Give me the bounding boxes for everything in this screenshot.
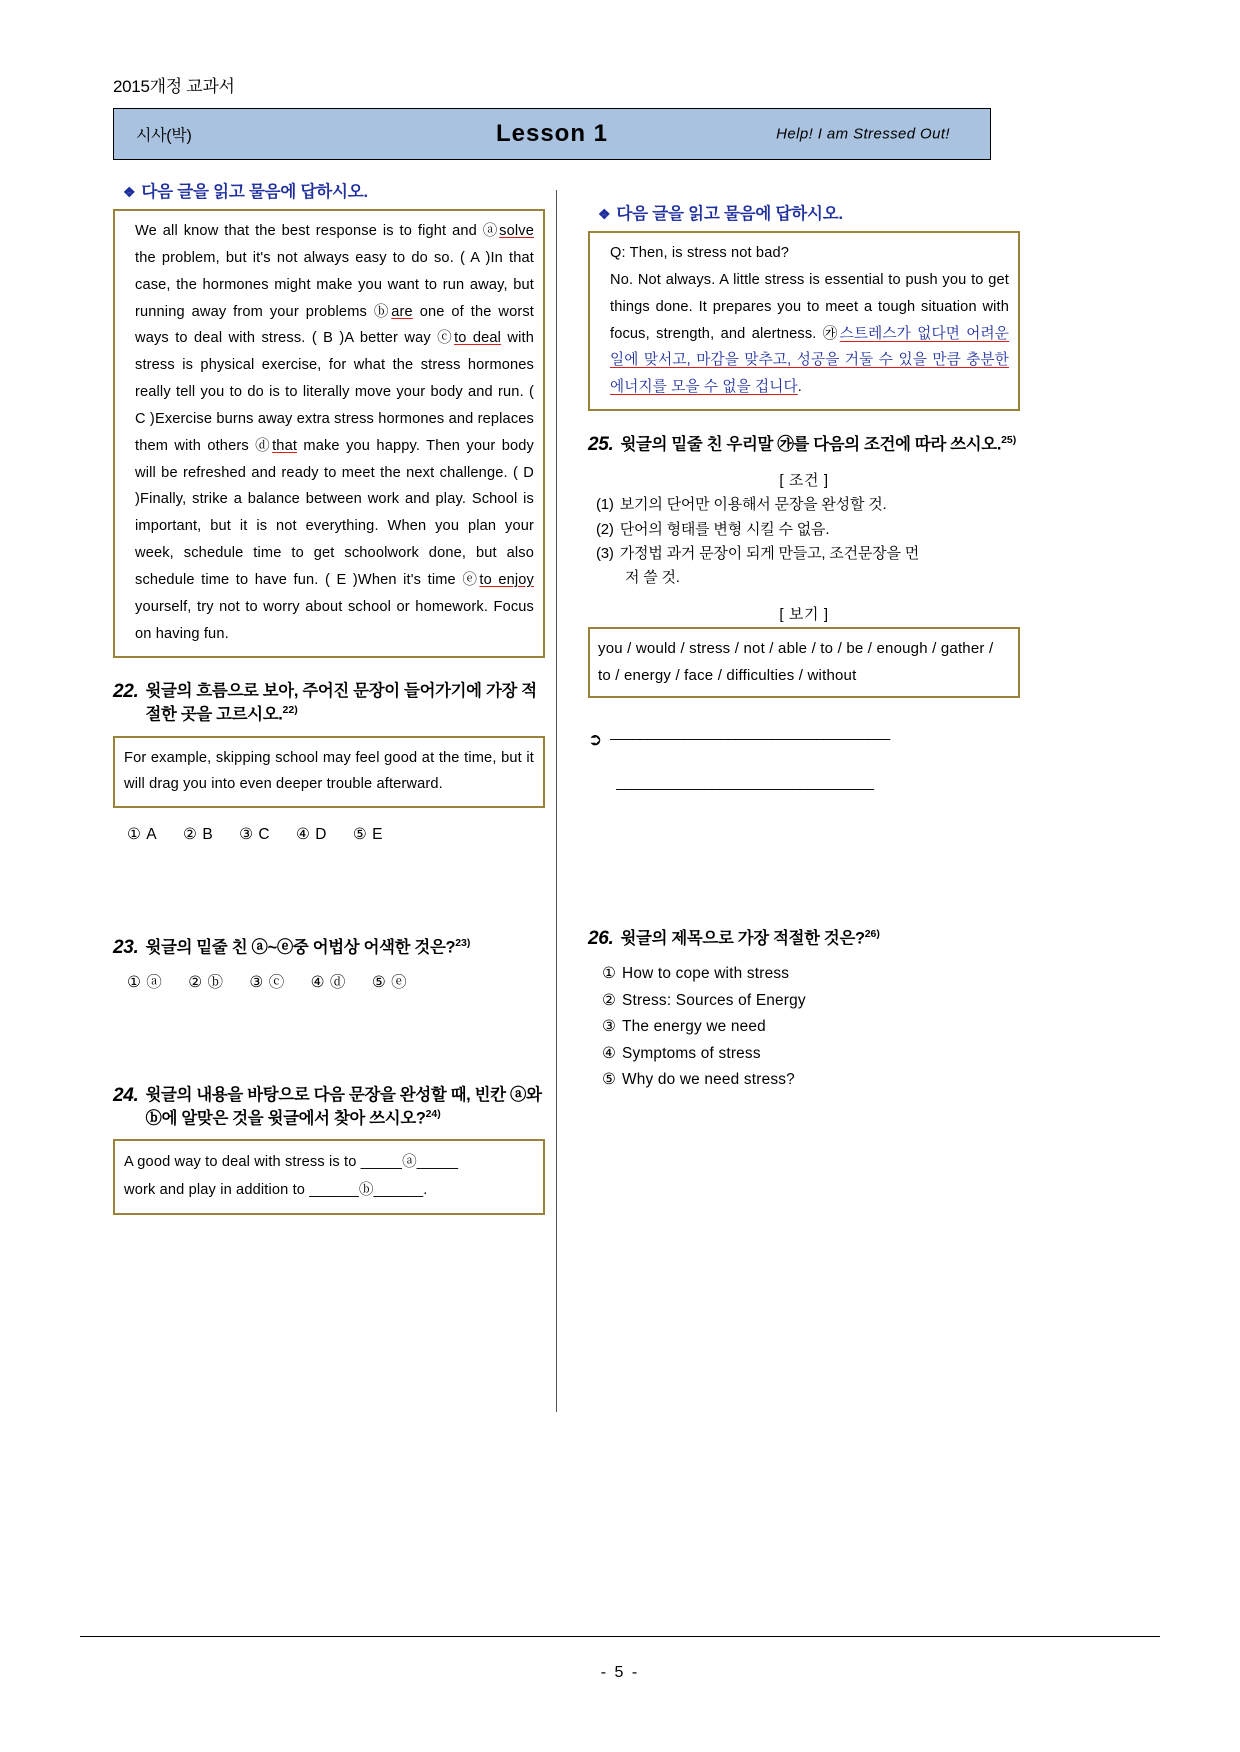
answer-row-1 bbox=[588, 724, 1020, 748]
question-22-prompt: 윗글의 흐름으로 보아, 주어진 문장이 들어가기에 가장 적절한 곳을 고르시오. bbox=[145, 681, 537, 724]
q24-blank-a: _____ⓐ_____ bbox=[360, 1153, 459, 1170]
question-24-text-wrap bbox=[146, 1084, 545, 1131]
marker-d: ⓓ bbox=[255, 437, 273, 454]
underline-a: solve bbox=[499, 223, 534, 239]
condition-number: (1) bbox=[596, 496, 614, 514]
choice-label: ⓑ bbox=[207, 973, 224, 991]
question-25-title bbox=[588, 433, 1020, 457]
marker-e: ⓔ bbox=[462, 571, 480, 588]
textbook-label: 2015개정 교과서 bbox=[113, 77, 235, 96]
wordbank-box bbox=[588, 627, 1020, 699]
choice-mark: ③ bbox=[602, 1018, 616, 1036]
right-column bbox=[588, 200, 1020, 1094]
choice-label: ⓐ bbox=[146, 973, 163, 991]
underline-e: to enjoy bbox=[479, 571, 534, 588]
underline-b: are bbox=[391, 303, 413, 320]
condition-item-1 bbox=[596, 493, 1020, 517]
choice-mark: ④ bbox=[295, 826, 311, 844]
condition-text: 보기의 단어만 이용해서 문장을 완성할 것. bbox=[619, 496, 887, 514]
answer-blank-line-2[interactable]: ___________________________________ bbox=[616, 774, 873, 792]
q24-line1-pre: A good way to deal with stress is to bbox=[124, 1153, 361, 1170]
reading-passage-box bbox=[113, 209, 545, 658]
question-24-title bbox=[113, 1084, 545, 1131]
question-25 bbox=[588, 433, 1020, 791]
choice-label: ⓓ bbox=[329, 973, 346, 991]
q24-blank-b: ______ⓑ______ bbox=[309, 1182, 424, 1199]
qa-seg-1: No. Not always. A little stress is essential to push you to get things done. It prepares you to meet a tough situation with focus, strength, and alertness. bbox=[610, 271, 1009, 342]
question-25-answer-area[interactable] bbox=[588, 724, 1020, 791]
right-section-heading bbox=[598, 200, 1020, 224]
question-24 bbox=[113, 1084, 545, 1215]
publisher-label: 시사(박) bbox=[136, 127, 192, 145]
passage-seg-2: the problem, but it's not always easy to do so. ( A )In that case, the hormones might make you want to run away, but running away from your problems bbox=[135, 249, 534, 320]
choice-label: Stress: Sources of Energy bbox=[622, 991, 806, 1009]
qa-seg-end: . bbox=[797, 379, 803, 396]
question-26-title bbox=[588, 927, 1020, 951]
question-25-ref: 25) bbox=[1001, 434, 1017, 447]
choice-label: ⓒ bbox=[268, 973, 285, 991]
choice-label: D bbox=[315, 826, 327, 844]
choice-mark: ③ bbox=[249, 973, 264, 991]
choice-mark: ⑤ bbox=[371, 973, 387, 991]
underline-c: to deal bbox=[454, 330, 502, 347]
question-23-prompt: 윗글의 밑줄 친 ⓐ~ⓔ중 어법상 어색한 것은? bbox=[145, 938, 456, 957]
question-26-choice-3[interactable] bbox=[602, 1014, 1020, 1040]
left-column bbox=[113, 178, 545, 1215]
choice-mark: ① bbox=[602, 965, 616, 983]
question-26-choices bbox=[602, 961, 1020, 1093]
lesson-subtitle: Help! I am Stressed Out! bbox=[776, 125, 950, 143]
question-22 bbox=[113, 680, 545, 845]
choice-label: The energy we need bbox=[622, 1018, 766, 1036]
question-25-prompt: 윗글의 밑줄 친 우리말 ㉮를 다음의 조건에 따라 쓰시오. bbox=[620, 435, 1002, 454]
wordbank-tag: [ 보기 ] bbox=[779, 605, 829, 623]
question-23-choice-3[interactable] bbox=[249, 970, 284, 992]
page-number: - 5 - bbox=[600, 1664, 640, 1681]
choice-mark: ② bbox=[188, 973, 203, 991]
choice-mark: ① bbox=[127, 973, 142, 991]
question-22-ref: 22) bbox=[282, 703, 298, 716]
condition-number: (3) bbox=[596, 544, 614, 562]
condition-list bbox=[596, 493, 1020, 590]
condition-text: 단어의 형태를 변형 시킬 수 없음. bbox=[619, 520, 830, 538]
question-26 bbox=[588, 927, 1020, 1094]
passage-seg-3: one of the worst ways to deal with stress. ( B )A better way bbox=[135, 303, 534, 347]
wordbank-words: you / would / stress / not / able / to / be / enough / gather / to / energy / face / difficulties / without bbox=[598, 639, 994, 684]
choice-mark: ② bbox=[602, 991, 616, 1009]
question-23-choices bbox=[127, 970, 545, 992]
answer-arrow-icon: ➲ bbox=[588, 730, 603, 750]
question-22-choice-2[interactable] bbox=[183, 825, 213, 844]
choice-label: C bbox=[258, 826, 270, 844]
question-26-prompt: 윗글의 제목으로 가장 적절한 것은? bbox=[620, 929, 865, 948]
question-22-text-wrap bbox=[146, 680, 545, 727]
left-section-heading bbox=[123, 178, 545, 202]
choice-label: B bbox=[202, 826, 214, 844]
condition-number: (2) bbox=[596, 520, 614, 538]
question-24-answer-line-2 bbox=[124, 1176, 534, 1204]
condition-item-2 bbox=[596, 518, 1020, 542]
question-26-choice-4[interactable] bbox=[602, 1041, 1020, 1067]
passage-seg-4: with stress is physical exercise, for what the stress hormones really tell you to do is to literally move your body and run. ( C )Exercise burns away extra stress hormones and replaces them with others bbox=[135, 330, 534, 454]
passage-seg-6: yourself, try not to worry about school or homework. Focus on having fun. bbox=[135, 598, 534, 642]
choice-mark: ④ bbox=[310, 973, 325, 991]
condition-text: 가정법 과거 문장이 되게 만들고, 조건문장을 먼 bbox=[619, 544, 920, 562]
choice-label: A bbox=[146, 826, 158, 844]
right-section-heading-text: 다음 글을 읽고 물음에 답하시오. bbox=[616, 205, 843, 223]
choice-mark: ② bbox=[183, 826, 198, 844]
korean-underlined-text: 스트레스가 없다면 어려운 일에 맞서고, 마감을 맞추고, 성공을 거둘 수 있을 만큼 충분한 에너지를 모을 수 없을 겁니다 bbox=[610, 325, 1010, 396]
choice-label: E bbox=[372, 826, 383, 844]
diamond-bullet-icon: ❖ bbox=[598, 206, 611, 222]
question-26-ref: 26) bbox=[864, 928, 880, 941]
question-26-choice-2[interactable] bbox=[602, 988, 1020, 1014]
question-24-prompt: 윗글의 내용을 바탕으로 다음 문장을 완성할 때, 빈칸 ⓐ와ⓑ에 알맞은 것을 윗글에서 찾아 쓰시오? bbox=[145, 1085, 542, 1128]
question-22-given-sentence-box bbox=[113, 736, 545, 809]
question-22-given-sentence: For example, skipping school may feel good at the time, but it will drag you into even deeper trouble afterward. bbox=[124, 749, 534, 793]
underline-d: that bbox=[272, 437, 298, 454]
qa-passage-box bbox=[588, 231, 1020, 411]
question-23-text-wrap bbox=[146, 936, 545, 960]
choice-label: Why do we need stress? bbox=[622, 1071, 795, 1089]
left-section-heading-text: 다음 글을 읽고 물음에 답하시오. bbox=[141, 183, 368, 201]
qa-question-line: Q: Then, is stress not bad? bbox=[610, 245, 789, 261]
question-23-choice-1[interactable] bbox=[127, 970, 162, 992]
question-26-text-wrap bbox=[621, 927, 1020, 951]
question-22-choices bbox=[127, 825, 545, 844]
question-23-choice-4[interactable] bbox=[311, 970, 346, 992]
question-23-title bbox=[113, 936, 545, 960]
condition-tag: [ 조건 ] bbox=[779, 472, 829, 490]
question-26-choice-1[interactable] bbox=[602, 961, 1020, 987]
marker-c: ⓒ bbox=[437, 330, 455, 347]
question-22-title bbox=[113, 680, 545, 727]
choice-mark: ④ bbox=[602, 1044, 616, 1062]
passage-seg-5: make you happy. Then your body will be refreshed and ready to meet the next challenge. ( D )Finally, strike a balance between work and play. School is important, but it is not everything. When you plan your week, schedule time to get schoolwork done, but also schedule time to have fun. ( E )When it's time bbox=[135, 437, 535, 588]
choice-label: How to cope with stress bbox=[622, 965, 790, 983]
column-divider bbox=[556, 190, 557, 1412]
question-23-number: 23. bbox=[113, 937, 139, 959]
question-26-number: 26. bbox=[588, 928, 614, 950]
question-24-answer-line-1 bbox=[124, 1148, 534, 1176]
question-22-choice-3[interactable] bbox=[239, 825, 270, 844]
marker-b: ⓑ bbox=[373, 303, 392, 320]
answer-blank-line-1[interactable]: ______________________________________ bbox=[610, 724, 890, 742]
condition-item-3 bbox=[596, 542, 1020, 566]
question-25-text-wrap bbox=[621, 433, 1020, 457]
choice-label: Symptoms of stress bbox=[622, 1044, 761, 1062]
marker-a: ⓐ bbox=[482, 223, 500, 239]
lesson-header-banner bbox=[113, 108, 991, 160]
choice-mark: ⑤ bbox=[352, 826, 368, 844]
question-25-number: 25. bbox=[588, 434, 614, 456]
choice-label: ⓔ bbox=[391, 973, 408, 991]
choice-mark: ⑤ bbox=[602, 1071, 616, 1089]
lesson-title: Lesson 1 bbox=[495, 120, 609, 147]
question-23-choice-2[interactable] bbox=[188, 970, 223, 992]
marker-ga: ㉮ bbox=[822, 325, 840, 342]
question-22-choice-5[interactable] bbox=[353, 825, 383, 844]
question-23-ref: 23) bbox=[455, 937, 471, 950]
diamond-bullet-icon: ❖ bbox=[123, 184, 136, 200]
choice-mark: ① bbox=[127, 826, 142, 844]
question-22-number: 22. bbox=[113, 680, 139, 702]
condition-item-3-continued: 저 쓸 것. bbox=[625, 569, 680, 587]
q24-line2-pre: work and play in addition to bbox=[124, 1182, 310, 1199]
question-23-choice-5[interactable] bbox=[372, 970, 407, 992]
question-22-choice-4[interactable] bbox=[296, 825, 327, 844]
q24-line2-post: . bbox=[423, 1182, 428, 1199]
reading-passage-text bbox=[124, 218, 534, 648]
question-24-answer-box[interactable] bbox=[113, 1139, 545, 1215]
qa-answer-text bbox=[599, 267, 1009, 401]
footer-divider bbox=[80, 1636, 1160, 1637]
question-22-choice-1[interactable] bbox=[127, 825, 157, 844]
question-26-choice-5[interactable] bbox=[602, 1067, 1020, 1093]
question-24-ref: 24) bbox=[425, 1107, 441, 1120]
question-24-number: 24. bbox=[113, 1084, 139, 1106]
question-23 bbox=[113, 936, 545, 991]
passage-seg-1: We all know that the best response is to fight and bbox=[135, 223, 483, 239]
choice-mark: ③ bbox=[239, 826, 254, 844]
